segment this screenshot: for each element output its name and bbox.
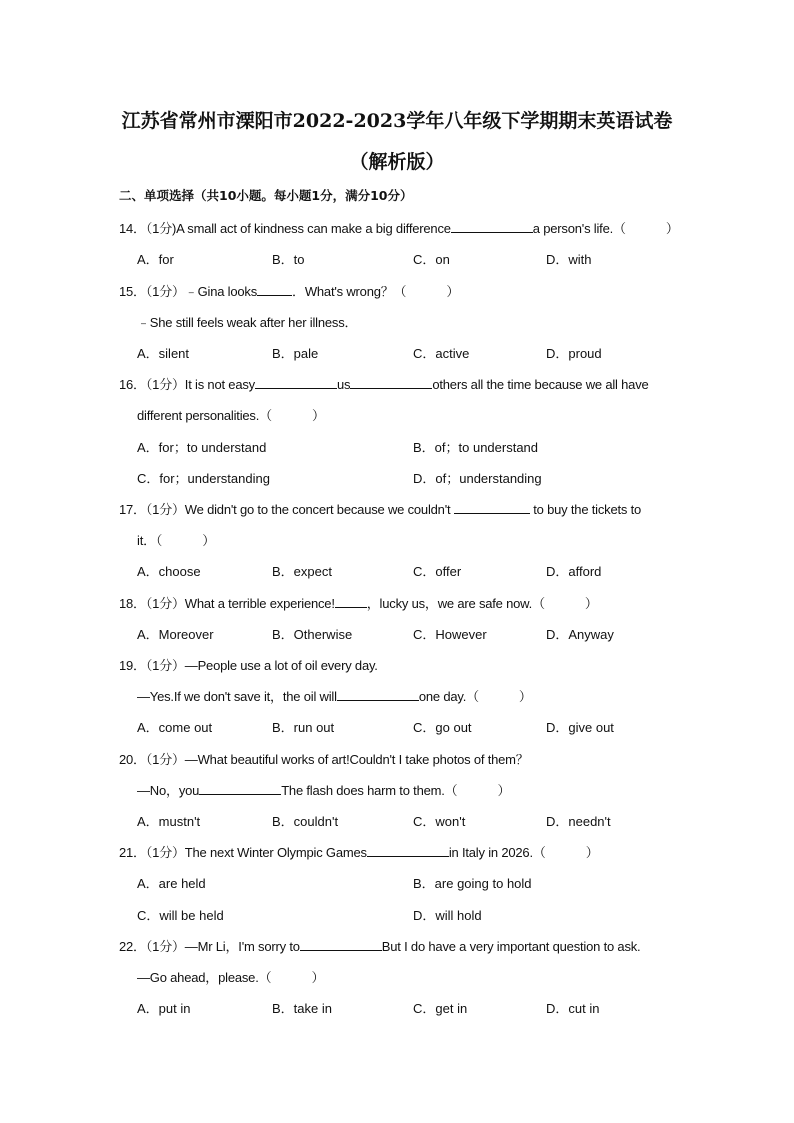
question-16-option-a: A．for；to understand (137, 440, 267, 455)
question-22-option-a: A．put in (137, 1001, 191, 1016)
question-19-option-c: C．go out (413, 720, 472, 735)
question-19-option-a: A．come out (137, 720, 213, 735)
answer-blank (255, 377, 337, 389)
question-18-stem (119, 593, 598, 612)
question-16-text-cont: different personalities.（ (137, 408, 272, 423)
question-20-option-b: B．couldn't (272, 814, 339, 829)
question-17-stem (119, 499, 641, 518)
answer-blank (367, 845, 449, 857)
answer-paren-close: ） (497, 783, 511, 798)
question-16-stem-continued (137, 405, 325, 424)
document-subtitle: （解析版） (349, 151, 445, 173)
question-20-option-d: D．needn't (546, 814, 611, 829)
question-18-text-post: ，lucky us，we are safe now.（ (366, 596, 545, 611)
question-19-text-post: one day.（ (418, 689, 479, 704)
question-21-option-a: A．are held (137, 876, 206, 891)
answer-paren-close: ） (585, 845, 599, 860)
answer-blank (337, 689, 419, 701)
question-14-option-c: C．on (413, 252, 450, 267)
answer-paren-close: ） (202, 533, 216, 548)
question-16-option-d: D．of；understanding (413, 471, 542, 486)
question-15-text-pre: 15．（1分）﹣Gina looks (119, 284, 258, 299)
answer-paren-close: ） (665, 221, 679, 236)
answer-paren-close: ） (446, 284, 460, 299)
question-22-dialogue-line (137, 967, 324, 986)
question-15-option-c: C．active (413, 346, 470, 361)
question-14-option-b: B．to (272, 252, 305, 267)
question-22-text-cont: —Go ahead，please.（ (137, 970, 272, 985)
question-17-option-b: B．expect (272, 564, 332, 579)
question-21-text-post: in Italy in 2026.（ (448, 845, 546, 860)
question-22-option-d: D．cut in (546, 1001, 600, 1016)
answer-paren-close: ） (311, 408, 325, 423)
answer-blank (335, 596, 367, 608)
question-17-option-c: C．offer (413, 564, 462, 579)
question-21-text-pre: 21．（1分）The next Winter Olympic Games (119, 845, 367, 860)
question-16-option-b: B．of；to understand (413, 440, 539, 455)
question-17-stem-continued (137, 530, 215, 549)
question-15-dialogue-line: ﹣She still feels weak after her illness． (137, 315, 358, 330)
question-21-stem (119, 842, 599, 861)
answer-blank (350, 377, 432, 389)
question-22-text-pre: 22．（1分）—Mr Li，I'm sorry to (119, 939, 300, 954)
question-15-option-b: B．pale (272, 346, 319, 361)
question-17-text-pre: 17．（1分）We didn't go to the concert because we couldn't (119, 502, 451, 517)
question-14-option-d: D．with (546, 252, 592, 267)
question-18-option-a: A．Moreover (137, 627, 214, 642)
question-16-text-mid: us (336, 377, 351, 392)
document-title: 江苏省常州市溧阳市2022-2023学年八年级下学期期末英语试卷 (121, 110, 673, 132)
question-14-option-a: A．for (137, 252, 174, 267)
question-22-text-post: But I do have a very important question to ask. (381, 939, 641, 954)
question-17-text-cont: it．（ (137, 533, 163, 548)
question-19-option-b: B．run out (272, 720, 335, 735)
question-17-option-d: D．afford (546, 564, 602, 579)
question-18-option-c: C．However (413, 627, 487, 642)
question-22-stem (119, 936, 640, 955)
question-19-stem: 19．（1分）—People use a lot of oil every day. (119, 658, 378, 673)
question-20-dialogue-line (137, 780, 510, 799)
question-22-option-b: B．take in (272, 1001, 332, 1016)
answer-blank (454, 502, 530, 514)
question-16-text-post: others all the time because we all have (432, 377, 649, 392)
answer-blank (451, 221, 533, 233)
question-14-stem (119, 218, 679, 237)
question-17-option-a: A．choose (137, 564, 201, 579)
question-16-option-c: C．for；understanding (137, 471, 270, 486)
question-15-option-d: D．proud (546, 346, 602, 361)
question-14-text-pre: 14．（1分)A small act of kindness can make a big difference (119, 221, 451, 236)
question-21-option-b: B．are going to hold (413, 876, 532, 891)
question-20-option-a: A．mustn't (137, 814, 201, 829)
question-14-text-post: a person's life.（ (532, 221, 626, 236)
answer-paren-close: ） (518, 689, 532, 704)
question-21-option-d: D．will hold (413, 908, 482, 923)
question-22-option-c: C．get in (413, 1001, 468, 1016)
answer-blank (300, 939, 382, 951)
question-21-option-c: C．will be held (137, 908, 224, 923)
section-header: 二、单项选择（共10小题。每小题1分，满分10分） (119, 188, 413, 203)
question-18-option-d: D．Anyway (546, 627, 614, 642)
question-15-option-a: A．silent (137, 346, 190, 361)
answer-blank (199, 783, 281, 795)
question-15-text-post: ．What's wrong？（ (292, 284, 407, 299)
question-18-option-b: B．Otherwise (272, 627, 353, 642)
answer-paren-close: ） (584, 596, 598, 611)
question-20-stem: 20．（1分）—What beautiful works of art!Couldn't I take photos of them？ (119, 752, 529, 767)
question-16-text-pre: 16．（1分）It is not easy (119, 377, 255, 392)
answer-blank (257, 284, 292, 296)
question-19-option-d: D．give out (546, 720, 614, 735)
question-20-text-post: The flash does harm to them.（ (281, 783, 458, 798)
question-16-stem (119, 374, 649, 393)
question-20-text-pre: —No，you (137, 783, 200, 798)
question-15-stem (119, 281, 459, 300)
answer-paren-close: ） (311, 970, 325, 985)
question-19-text-pre: —Yes.If we don't save it，the oil will (137, 689, 337, 704)
question-17-text-post: to buy the tickets to (533, 502, 642, 517)
question-18-text-pre: 18．（1分）What a terrible experience! (119, 596, 335, 611)
question-20-option-c: C．won't (413, 814, 466, 829)
question-19-dialogue-line (137, 686, 532, 705)
